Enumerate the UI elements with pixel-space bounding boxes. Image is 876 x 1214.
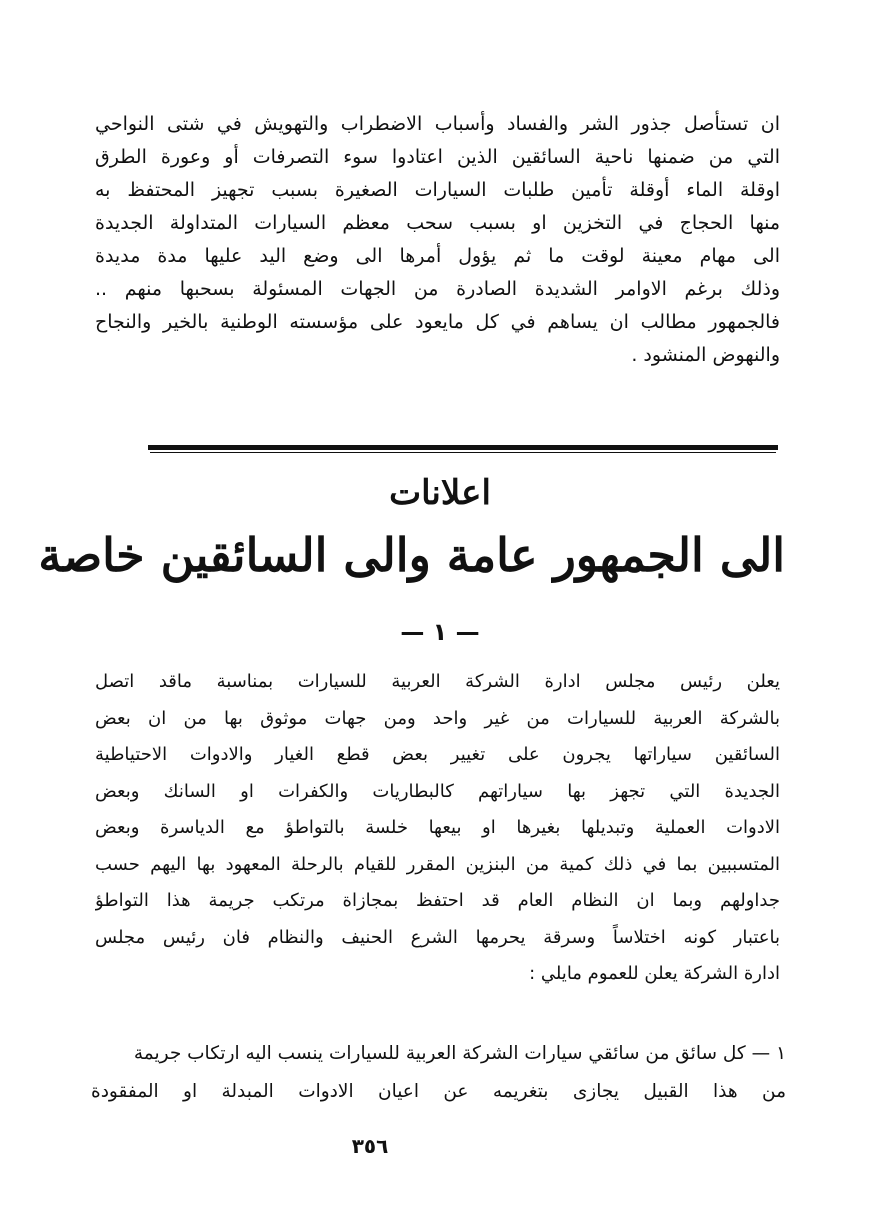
section-divider [148,445,778,450]
text-line: الادوات العملية وتبديلها بغيرها او بيعها خلسة بالتواطؤ مع الدياسرة وبعض [95,817,780,838]
page-number: ٣٥٦ [351,1134,389,1158]
text-line: وذلك برغم الاوامر الشديدة الصادرة من الجهات المسئولة بسحبها منهم .. [95,278,780,300]
text-line: ادارة الشركة يعلن للعموم مايلي : [529,963,780,984]
item-text: كل سائق من سائقي سيارات الشركة العربية للسيارات ينسب اليه ارتكاب جريمة [133,1043,746,1064]
text-line: الجديدة التي تجهز بها سياراتهم كالبطاريات والكفرات او السانك وبعض [95,780,780,802]
text-line: السائقين سياراتها يجرون على تغيير بعض قطع الغيار والادوات الاحتياطية [95,744,780,765]
item-line: من هذا القبيل يجازى بتغريمه عن اعيان الادوات المبدلة او المفقودة [91,1081,786,1102]
text-line: التي من ضمنها ناحية السائقين الذين اعتادوا سوء التصرفات أو وعورة الطرق [95,146,780,168]
text-line: جداولهم وبما ان النظام العام قد احتفظ بمجازاة مرتكب جريمة هذا التواطؤ [95,890,780,911]
heading-subtitle: الى الجمهور عامة والى السائقين خاصة [38,528,785,582]
text-line: الى مهام معينة لوقت ما ثم يؤول أمرها الى وضع اليد عليها مدة مديدة [95,245,780,267]
text-line: فالجمهور مطالب ان يساهم في كل مايعود على مؤسسته الوطنية بالخير والنجاح [95,311,780,333]
item-line [91,1035,786,1073]
text-line: ان تستأصل جذور الشر والفساد وأسباب الاضطراب والتهويش في شتى النواحي [95,113,780,135]
text-line: يعلن رئيس مجلس ادارة الشركة العربية للسيارات بمناسبة ماقد اتصل [95,671,780,692]
text-line: المتسببين بما في ذلك كمية من البنزين المقرر للقيام بالرحلة المعهود بها اليهم حسب [95,853,780,875]
intro-paragraph [95,108,780,372]
text-line: بالشركة العربية للسيارات من غير واحد ومن جهات موثوق بها من ان بعض [95,707,780,729]
text-line: باعتبار كونه اختلاساً وسرقة يحرمها الشرع الحنيف والنظام فان رئيس مجلس [95,926,780,948]
item-number: ١ — [751,1043,786,1064]
numbered-item [91,1035,786,1111]
heading-title: اعلانات [389,473,491,513]
section-marker: — ١ — [400,618,480,646]
text-line: والنهوض المنشود . [631,344,780,366]
announcement-paragraph [95,664,780,993]
text-line: اوقلة الماء أوقلة تأمين طلبات السيارات الصغيرة بسبب تجهيز المحتفظ به [95,179,780,201]
text-line: منها الحجاج في التخزين او بسبب سحب معظم السيارات المتداولة الجديدة [95,212,780,234]
